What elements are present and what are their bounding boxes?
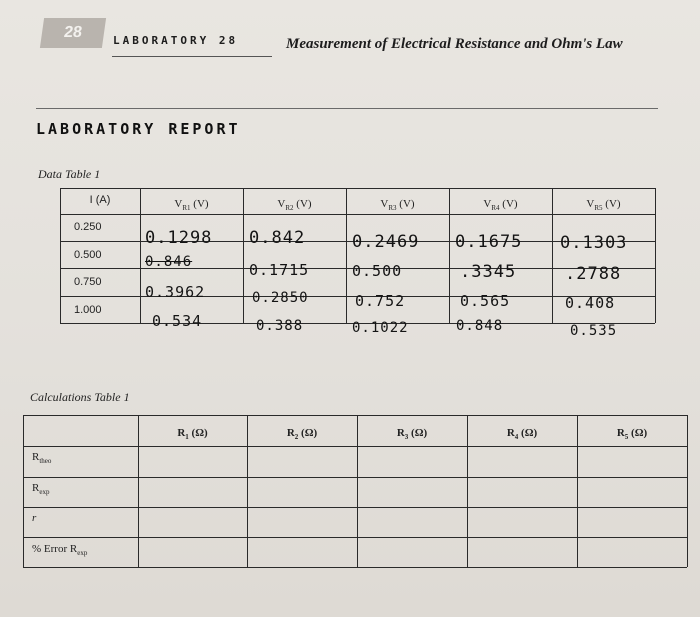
handwritten-value: 0.846 <box>145 254 193 270</box>
grid-line <box>687 415 688 567</box>
handwritten-value: 0.1022 <box>352 320 409 336</box>
grid-line <box>23 537 687 538</box>
grid-line <box>23 567 687 568</box>
handwritten-value: 0.1675 <box>455 232 523 252</box>
handwritten-value: .2788 <box>565 264 622 284</box>
data-table-caption: Data Table 1 <box>38 167 101 181</box>
current-value: 1.000 <box>74 304 102 316</box>
handwritten-value: 0.842 <box>249 228 306 248</box>
header-underline <box>112 56 272 57</box>
grid-line <box>655 188 656 323</box>
grid-line <box>23 415 24 567</box>
row-label-rtheo: $R_{theo}$ <box>32 451 52 466</box>
handwritten-value: 0.534 <box>152 312 203 330</box>
header-r3: $R_3$ (Ω) <box>396 427 428 442</box>
page-number: 28 <box>40 18 106 48</box>
grid-line <box>60 214 655 215</box>
header-r1: $R_1$ (Ω) <box>177 427 208 442</box>
lab-title: Measurement of Electrical Resistance and Ohm's Law <box>286 36 623 52</box>
handwritten-value: .3345 <box>460 262 517 282</box>
section-divider <box>36 108 658 109</box>
header-vr2: $V_{R2}$ (V) <box>277 198 312 213</box>
grid-line <box>23 477 687 478</box>
current-value: 0.500 <box>74 249 102 261</box>
header-vr5: $V_{R5}$ (V) <box>586 198 621 213</box>
grid-line <box>60 188 61 323</box>
current-value: 0.750 <box>74 276 102 288</box>
calc-table-caption: Calculations Table 1 <box>30 390 130 404</box>
grid-line <box>23 446 687 447</box>
handwritten-value: 0.848 <box>456 318 504 334</box>
lab-label: LABORATORY 28 <box>113 34 239 47</box>
handwritten-value: 0.2850 <box>252 290 309 306</box>
handwritten-value: 0.565 <box>460 292 511 310</box>
handwritten-value: 0.2469 <box>352 232 420 252</box>
current-value: 0.250 <box>74 221 102 233</box>
header-r2: $R_2$ (Ω) <box>286 427 318 442</box>
handwritten-value: 0.1715 <box>249 261 310 279</box>
row-label-rexp: $R_{exp}$ <box>32 482 50 497</box>
grid-line <box>23 507 687 508</box>
grid-line <box>60 188 655 189</box>
header-vr3: $V_{R3}$ (V) <box>380 198 415 213</box>
handwritten-value: 0.1298 <box>145 228 213 248</box>
row-label-r: r <box>32 512 37 524</box>
header-vr1: $V_{R1}$ (V) <box>174 198 209 213</box>
header-vr4: $V_{R4}$ (V) <box>483 198 518 213</box>
handwritten-value: 0.1303 <box>560 233 628 253</box>
handwritten-value: 0.3962 <box>145 283 206 301</box>
handwritten-value: 0.388 <box>256 318 304 334</box>
handwritten-value: 0.500 <box>352 262 403 280</box>
report-title: LABORATORY REPORT <box>36 120 241 138</box>
header-current: I (A) <box>89 194 111 206</box>
grid-line <box>23 415 687 416</box>
handwritten-value: 0.535 <box>570 323 618 339</box>
row-label-percent-error: % Error $R_{exp}$ <box>32 543 88 558</box>
header-r5: $R_5$ (Ω) <box>616 427 648 442</box>
handwritten-value: 0.752 <box>355 292 406 310</box>
handwritten-value: 0.408 <box>565 294 616 312</box>
header-r4: $R_4$ (Ω) <box>506 427 538 442</box>
